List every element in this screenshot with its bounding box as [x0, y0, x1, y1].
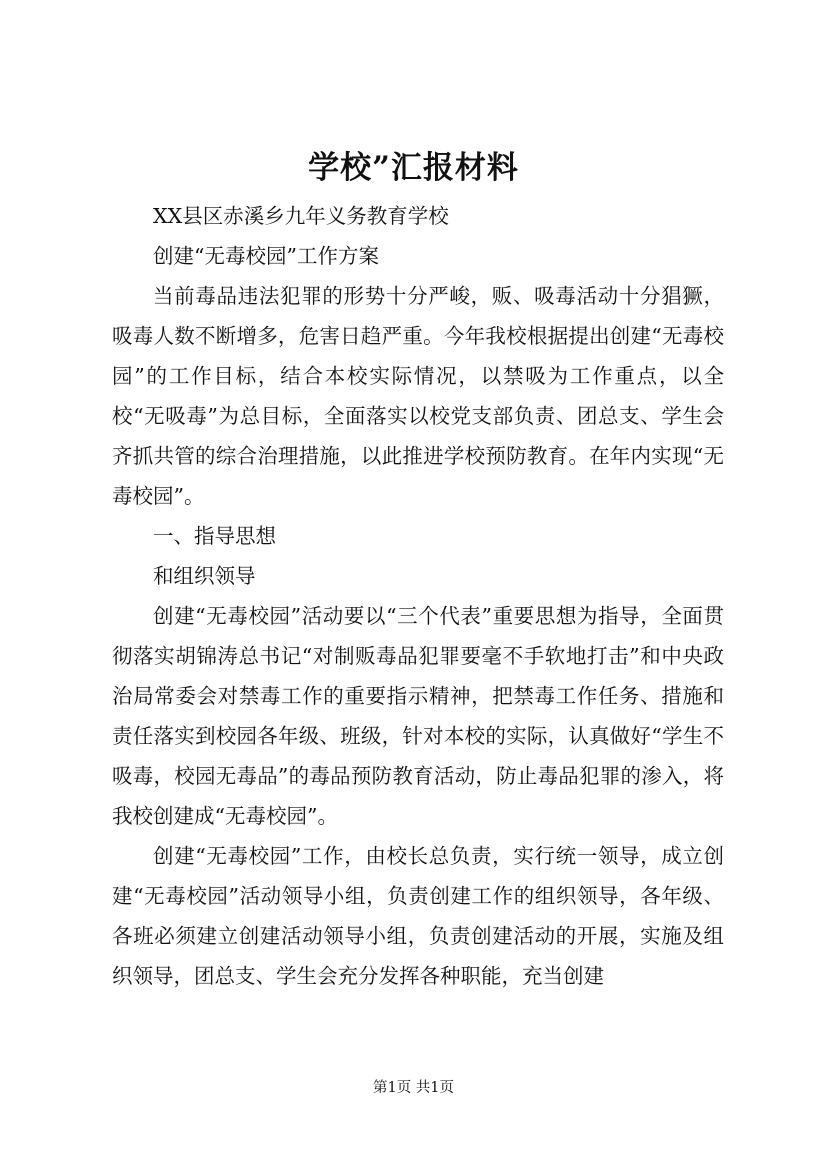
- school-name-line: XX县区赤溪乡九年义务教育学校: [153, 204, 449, 228]
- plan-title-line: 创建“无毒校园”工作方案: [153, 244, 379, 268]
- document-body: [112, 196, 724, 996]
- page-footer: 第1页 共1页: [372, 1080, 455, 1096]
- section-heading-guiding-thought: 一、指导思想: [153, 524, 276, 548]
- document-title: 学校”汇报材料: [308, 150, 519, 186]
- guiding-thought-paragraph: 创建“无毒校园”活动要以“三个代表”重要思想为指导，全面贯彻落实胡锦涛总书记“对制贩毒品犯罪要毫不手软地打击”和中央政治局常委会对禁毒工作的重要指示精神，把禁毒工作任务、措施和责任落实到校园各年级、班级，针对本校的实际，认真做好“学生不吸毒，校园无毒品”的毒品预防教育活动，防止毒品犯罪的渗入，将我校创建成“无毒校园”。: [112, 604, 724, 828]
- section-heading-organization: 和组织领导: [153, 564, 256, 588]
- intro-paragraph: 当前毒品违法犯罪的形势十分严峻，贩、吸毒活动十分猖獗，吸毒人数不断增多，危害日趋严重。今年我校根据提出创建“无毒校园”的工作目标，结合本校实际情况，以禁吸为工作重点，以全校“无吸毒”为总目标，全面落实以校党支部负责、团总支、学生会齐抓共管的综合治理措施，以此推进学校预防教育。在年内实现“无毒校园”。: [112, 284, 724, 508]
- organization-paragraph: 创建“无毒校园”工作，由校长总负责，实行统一领导，成立创建“无毒校园”活动领导小组，负责创建工作的组织领导，各年级、各班必须建立创建活动领导小组，负责创建活动的开展，实施及组织领导，团总支、学生会充分发挥各种职能，充当创建: [112, 844, 724, 988]
